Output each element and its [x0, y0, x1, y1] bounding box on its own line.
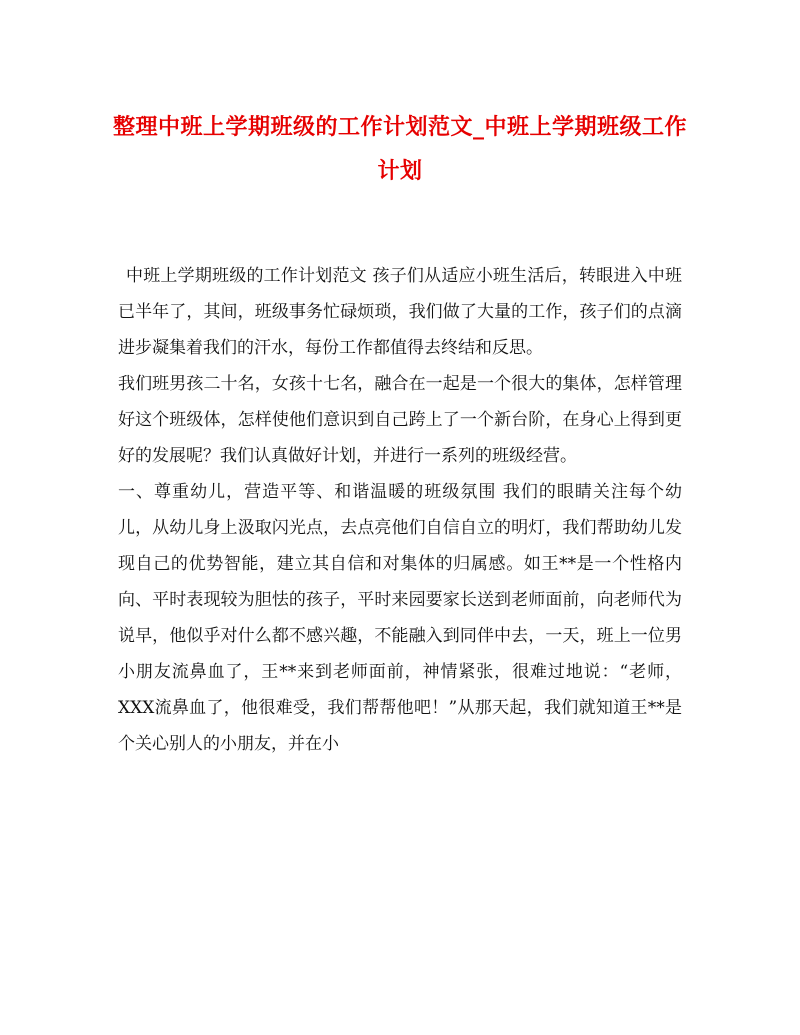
paragraph-section-one: 一、尊重幼儿，营造平等、和谐温暖的班级氛围 我们的眼睛关注每个幼儿，从幼儿身上汲取闪光点，去点亮他们自信自立的明灯，我们帮助幼儿发现自己的优势智能，建立其自信和对集体的归属感。如王**是一个性格内向、平时表现较为胆怯的孩子，平时来园要家长送到老师面前，向老师代为说早，他似乎对什么都不感兴趣，不能融入到同伴中去，一天，班上一位男小朋友流鼻血了，王**来到老师面前，神情紧张，很难过地说：“老师，XXX流鼻血了，他很难受，我们帮帮他吧！”从那天起，我们就知道王**是个关心别人的小朋友，并在小: [118, 482, 682, 754]
document-title: 整理中班上学期班级的工作计划范文_中班上学期班级工作计划: [112, 114, 687, 184]
paragraph-class-overview: 我们班男孩二十名，女孩十七名，融合在一起是一个很大的集体，怎样管理好这个班级体，怎样使他们意识到自己跨上了一个新台阶，在身心上得到更好的发展呢？我们认真做好计划，并进行一系列的班级经营。: [118, 374, 682, 466]
document-body: [118, 258, 682, 762]
paragraph-intro: 中班上学期班级的工作计划范文 孩子们从适应小班生活后，转眼进入中班已半年了，其间，班级事务忙碌烦琐，我们做了大量的工作，孩子们的点滴进步凝集着我们的汗水，每份工作都值得去终结和反思。: [118, 266, 682, 358]
